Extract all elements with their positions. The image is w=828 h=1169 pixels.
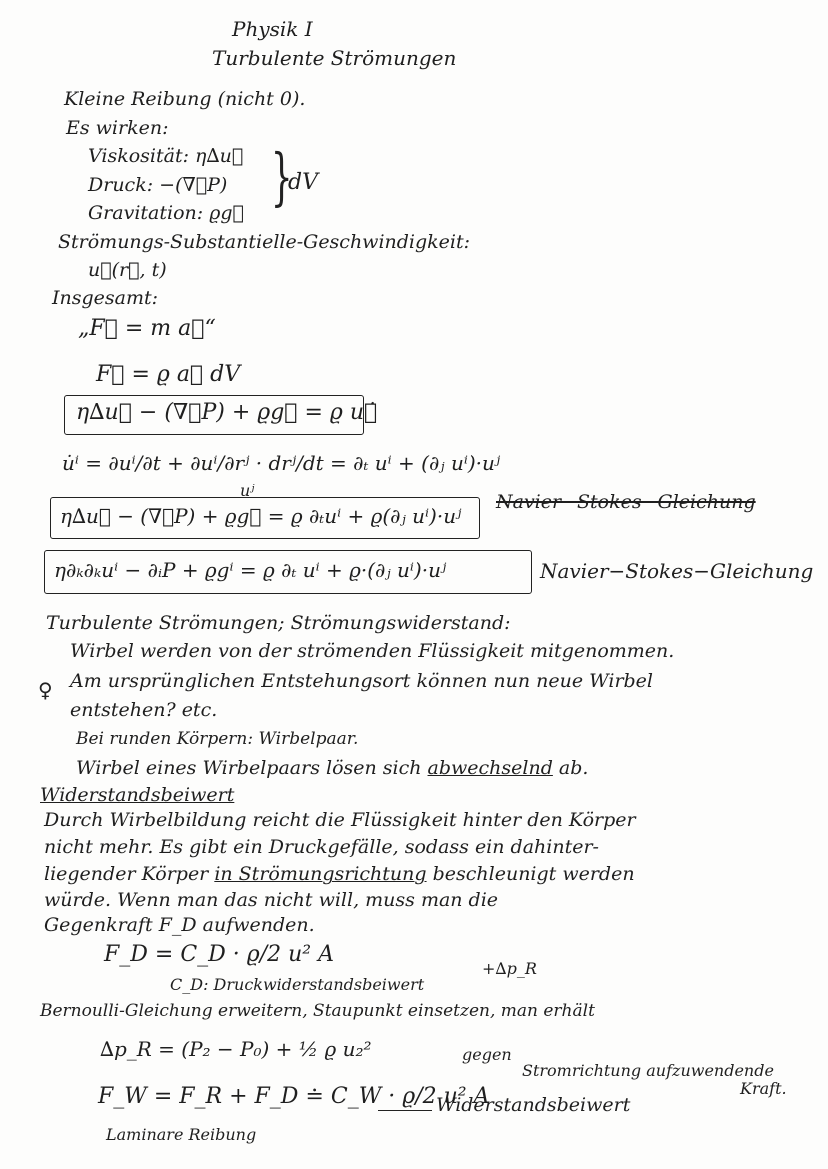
turbulent-heading: Turbulente Strömungen; Strömungswiderstand: [46,612,511,634]
turbulent-line-2: Am ursprünglichen Entstehungsort können nun neue Wirbel [70,670,654,692]
navier-stokes-label: Navier−Stokes−Gleichung [540,559,814,583]
turbulent-line-5 [76,757,588,779]
resistance-coefficient-note: Widerstandsbeiwert [436,1094,631,1116]
drag-force-equation: F_D = C_D · ϱ/2 u² A [104,942,334,967]
total-drag-equation: F_W = F_R + F_D ≐ C_W · ϱ/2 u² A [98,1084,490,1109]
forces-brace: } [270,140,293,213]
gegen-note: gegen [462,1045,512,1064]
margin-note-mark: ♀ [38,678,53,702]
newton-law: „F⃗ = m a⃗“ [78,316,216,341]
page-subject: Physik I [232,17,313,41]
widerstand-heading: Widerstandsbeiwert [40,784,235,806]
widerstand-line-5: Gegenkraft F_D aufwenden. [44,914,315,936]
widerstand-line-3-emphasis: in Strömungsrichtung [214,863,427,885]
turbulent-line-4: Bei runden Körpern: Wirbelpaar. [76,729,359,749]
widerstand-line-3-post: beschleunigt werden [426,863,635,885]
force-density: F⃗ = ϱ a⃗ dV [96,362,241,387]
volume-element: dV [288,170,318,195]
material-derivative: u̇ⁱ = ∂uⁱ/∂t + ∂uⁱ/∂rʲ · drʲ/dt = ∂ₜ uⁱ + (∂ⱼ uⁱ)·uʲ [62,451,501,475]
force-gravity: Gravitation: ϱg⃗ [88,202,244,224]
pointer-line [378,1110,432,1111]
turbulent-line-5-post: ab. [552,757,589,779]
laminar-friction-note: Laminare Reibung [106,1125,257,1144]
bernoulli-line: Bernoulli-Gleichung erweitern, Staupunkt einsetzen, man erhält [40,1001,595,1021]
intro-friction: Kleine Reibung (nicht 0). [64,88,306,110]
turbulent-line-1: Wirbel werden von der strömenden Flüssigkeit mitgenommen. [70,640,675,662]
widerstand-line-3 [44,863,635,885]
drag-coefficient-label: C_D: Druckwiderstandsbeiwert [170,975,425,994]
boxed-equation-1: η∆u⃗ − (∇⃗P) + ϱg⃗ = ϱ u⃗̇ [76,400,378,425]
pressure-loss-equation: ∆p_R = (P₂ − P₀) + ½ ϱ u₂² [100,1037,372,1061]
widerstand-line-3-pre: liegender Körper [44,863,215,885]
force-pressure: Druck: −(∇⃗P) [88,174,228,196]
turbulent-line-5-pre: Wirbel eines Wirbelpaars lösen sich [76,757,428,779]
force-viscosity: Viskosität: η∆u⃗ [88,145,244,167]
velocity-field: u⃗(r⃗, t) [88,259,167,281]
substantial-velocity-label: Strömungs-Substantielle-Geschwindigkeit: [58,231,471,253]
insgesamt-label: Insgesamt: [52,287,159,309]
under-brace-label: uʲ [240,481,255,500]
boxed-equation-2: η∆u⃗ − (∇⃗P) + ϱg⃗ = ϱ ∂ₜuⁱ + ϱ(∂ⱼ uⁱ)·uʲ [60,504,462,528]
delta-pr-note: +∆p_R [482,959,537,978]
stromrichtung-note: Stromrichtung aufzuwendende [522,1061,774,1080]
widerstand-line-1: Durch Wirbelbildung reicht die Flüssigkeit hinter den Körper [44,809,636,831]
kraft-note: Kraft. [740,1079,787,1098]
intro-es-wirken: Es wirken: [66,117,169,139]
navier-stokes-label-struck: Navier−Stokes−Gleichung [496,491,756,513]
boxed-equation-3: η∂ₖ∂ₖuⁱ − ∂ᵢP + ϱgⁱ = ϱ ∂ₜ uⁱ + ϱ·(∂ⱼ uⁱ)·uʲ [54,558,447,582]
widerstand-line-2: nicht mehr. Es gibt ein Druckgefälle, sodass ein dahinter- [44,836,599,858]
turbulent-line-5-emphasis: abwechselnd [427,757,553,779]
page-topic: Turbulente Strömungen [212,46,457,70]
turbulent-line-3: entstehen? etc. [70,699,218,721]
widerstand-line-4: würde. Wenn man das nicht will, muss man die [44,889,499,911]
